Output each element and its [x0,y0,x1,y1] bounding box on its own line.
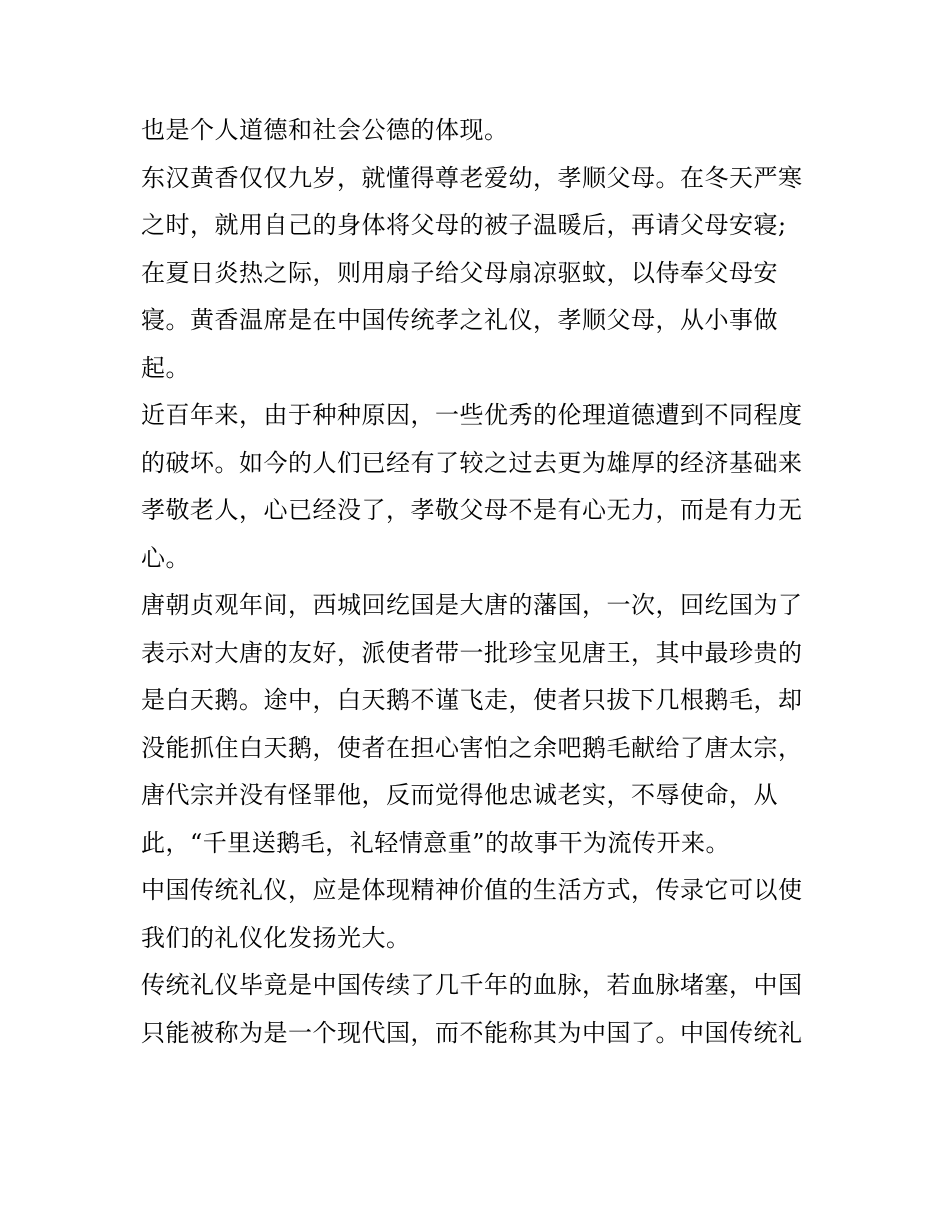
text-line: 的破坏。如今的人们已经有了较之过去更为雄厚的经济基础来 [141,448,803,477]
text-line: 没能抓住白天鹅，使者在担心害怕之余吧鹅毛献给了唐太宗， [141,733,803,762]
text-line: 表示对大唐的友好，派使者带一批珍宝见唐王，其中最珍贵的 [141,638,803,667]
text-line: 之时，就用自己的身体将父母的被子温暖后，再请父母安寝; [141,211,787,239]
text-line: 也是个人道德和社会公德的体现。 [141,116,509,144]
text-line: 寝。黄香温席是在中国传统孝之礼仪，孝顺父母，从小事做 [141,306,778,334]
text-line: 唐朝贞观年间，西城回纥国是大唐的藩国，一次，回纥国为了 [141,591,803,619]
text-line: 孝敬老人，心已经没了，孝敬父母不是有心无力，而是有力无 [141,496,803,524]
text-line: 近百年来，由于种种原因，一些优秀的伦理道德遭到不同程度 [141,401,803,429]
text-line: 传统礼仪毕竟是中国传续了几千年的血脉，若血脉堵塞，中国 [141,971,803,999]
text-line: 是白天鹅。途中，白天鹅不谨飞走，使者只拔下几根鹅毛，却 [141,686,803,714]
document-body [141,107,821,1057]
text-line: 此，“千里送鹅毛，礼轻情意重”的故事干为流传开来。 [141,828,731,857]
text-line: 心。 [141,543,190,572]
text-line: 东汉黄香仅仅九岁，就懂得尊老爱幼，孝顺父母。在冬天严寒 [141,163,803,192]
text-line: 唐代宗并没有怪罪他，反而觉得他忠诚老实，不辱使命，从 [141,781,778,809]
text-line: 在夏日炎热之际，则用扇子给父母扇凉驱蚊，以侍奉父母安 [141,258,778,287]
text-line: 中国传统礼仪，应是体现精神价值的生活方式，传录它可以使 [141,876,803,904]
text-line: 我们的礼仪化发扬光大。 [141,923,411,952]
text-line: 起。 [141,353,190,382]
text-line: 只能被称为是一个现代国，而不能称其为中国了。中国传统礼 [141,1018,803,1047]
